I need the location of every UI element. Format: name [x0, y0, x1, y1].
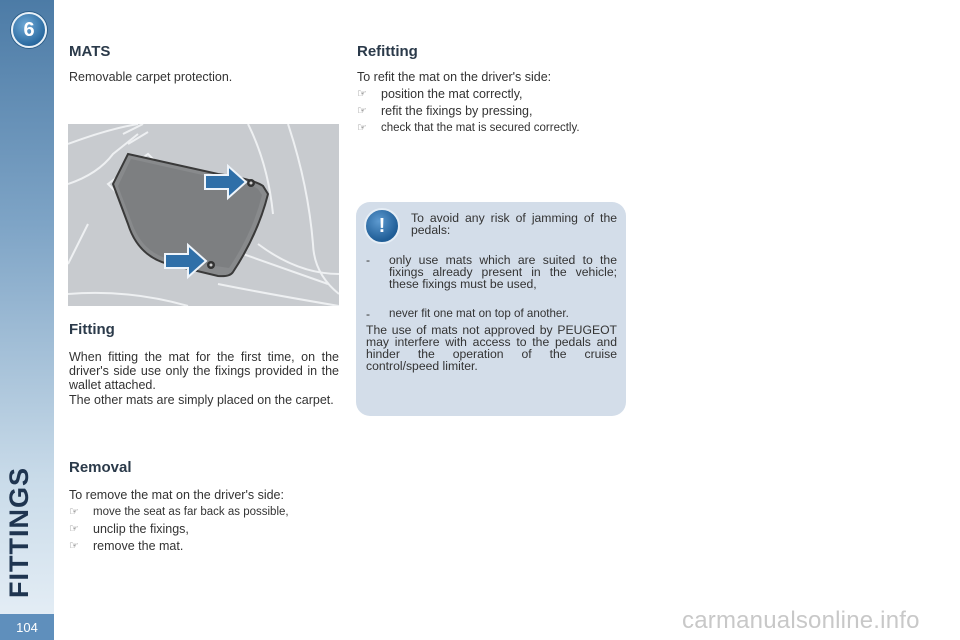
warning-dash-2: - — [366, 307, 371, 321]
mats-heading: MATS — [69, 43, 111, 60]
pointing-hand-icon: ☞ — [69, 506, 79, 518]
warning-item-1: only use mats which are suited to the fixings already present in the vehicle; these fixings must be used, — [389, 253, 617, 291]
warning-box — [356, 202, 626, 416]
refitting-steps — [357, 87, 647, 138]
list-item: ☞ position the mat correctly, — [357, 87, 523, 101]
warning-intro: To avoid any risk of jamming of the pedals: — [411, 211, 617, 237]
pointing-hand-icon: ☞ — [357, 122, 367, 134]
list-item: ☞ remove the mat. — [69, 539, 184, 553]
removal-steps — [69, 505, 359, 556]
pointing-hand-icon: ☞ — [69, 540, 79, 552]
chapter-side-tab — [0, 0, 54, 640]
pointing-hand-icon: ☞ — [357, 105, 367, 117]
warning-item-2: never fit one mat on top of another. — [389, 307, 569, 320]
floor-mat-illustration — [68, 124, 339, 306]
warning-dash-1: - — [366, 253, 371, 267]
exclamation-icon: ! — [364, 208, 400, 244]
pointing-hand-icon: ☞ — [357, 88, 367, 100]
refitting-heading: Refitting — [357, 43, 418, 60]
fitting-paragraph-1: When fitting the mat for the first time, on the driver's side use only the fixings provided in the wallet attached. — [69, 350, 339, 392]
list-item: ☞ refit the fixings by pressing, — [357, 104, 533, 118]
warning-note: The use of mats not approved by PEUGEOT may interfere with access to the pedals and hinder the operation of the cruise control/speed limiter. — [366, 323, 617, 373]
list-item: ☞ unclip the fixings, — [69, 522, 189, 536]
removal-heading: Removal — [69, 459, 132, 476]
list-item: ☞ move the seat as far back as possible, — [69, 506, 289, 518]
chapter-number-badge: 6 — [11, 12, 47, 48]
removal-intro: To remove the mat on the driver's side: — [69, 488, 284, 502]
fitting-paragraph-2: The other mats are simply placed on the carpet. — [69, 393, 334, 407]
section-title: FITTINGS — [4, 467, 34, 598]
floor-mat-drawing — [68, 124, 339, 306]
page-number: 104 — [0, 614, 54, 640]
mats-subtitle: Removable carpet protection. — [69, 70, 233, 84]
refitting-intro: To refit the mat on the driver's side: — [357, 70, 552, 84]
fitting-heading: Fitting — [69, 321, 115, 338]
list-item: ☞ check that the mat is secured correctly. — [357, 122, 580, 134]
watermark: carmanualsonline.info — [682, 607, 920, 634]
pointing-hand-icon: ☞ — [69, 523, 79, 535]
